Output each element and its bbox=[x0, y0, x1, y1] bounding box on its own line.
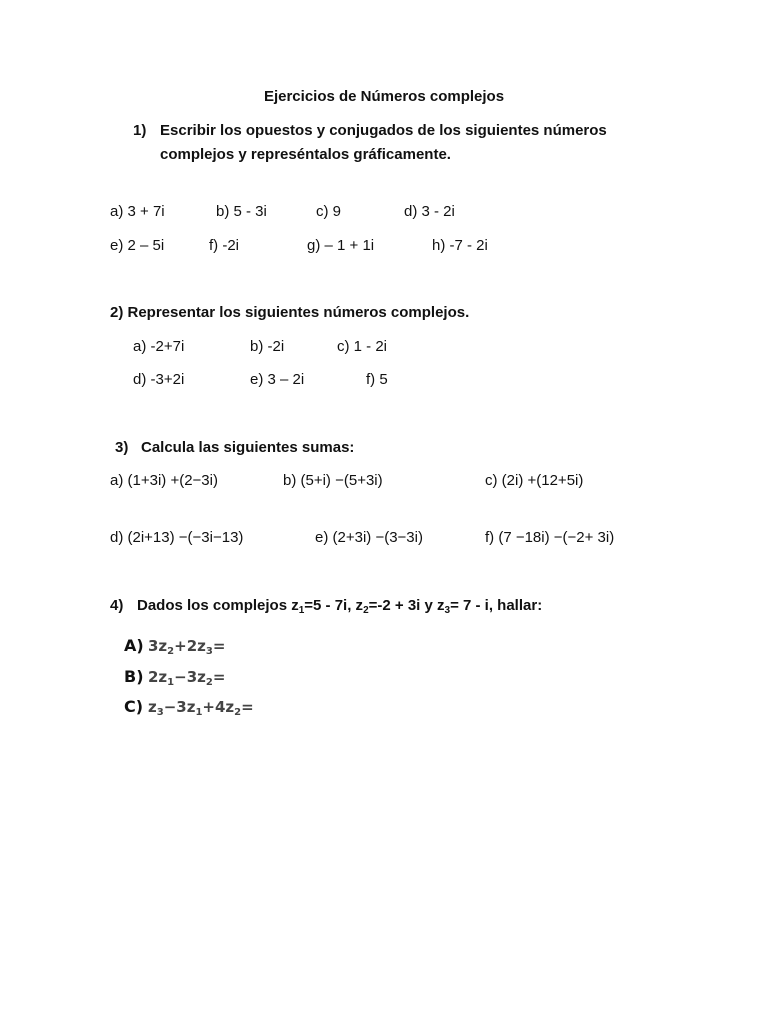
ex3-item-f: f) (7 −18i) −(−2+ 3i) bbox=[485, 529, 615, 546]
ex4-statement: Dados los complejos $z_1=5 - 7i$, $z_2=-2 + 3i$ y $z_3= 7 - i$, hallar: bbox=[137, 597, 543, 616]
ex2-item-d: d) -3+2i bbox=[133, 371, 185, 388]
ex1-instruction-line1: Escribir los opuestos y conjugados de los siguientes números bbox=[160, 122, 607, 139]
ex3-item-a: a) (1+3i) +(2−3i) bbox=[110, 472, 218, 489]
ex3-item-c: c) (2i) +(12+5i) bbox=[485, 472, 584, 489]
ex2-heading: 2) Representar los siguientes números complejos. bbox=[110, 304, 470, 321]
ex1-instruction-line2: complejos y represéntalos gráficamente. bbox=[160, 146, 451, 163]
ex2-item-f: f) 5 bbox=[366, 371, 388, 388]
ex4-part-b bbox=[124, 667, 225, 686]
ex1-item-a: a) 3 + 7i bbox=[110, 203, 165, 220]
ex1-item-h: h) -7 - 2i bbox=[432, 237, 488, 254]
ex4-part-c-label: C) bbox=[124, 697, 144, 716]
ex1-item-g: g) – 1 + 1i bbox=[307, 237, 375, 254]
ex4-number: 4) bbox=[110, 597, 124, 614]
ex4-part-c-expression: $z_3-3z_1+4z_2=$ bbox=[148, 698, 254, 718]
ex3-heading: Calcula las siguientes sumas: bbox=[141, 439, 355, 456]
ex4-part-a bbox=[124, 636, 225, 655]
document-title: Ejercicios de Números complejos bbox=[263, 88, 505, 105]
ex1-item-d: d) 3 - 2i bbox=[404, 203, 455, 220]
ex2-item-b: b) -2i bbox=[250, 338, 285, 355]
ex2-item-c: c) 1 - 2i bbox=[337, 338, 388, 355]
ex3-item-b: b) (5+i) −(5+3i) bbox=[283, 472, 383, 489]
ex2-item-e: e) 3 – 2i bbox=[250, 371, 305, 388]
ex3-number: 3) bbox=[115, 439, 129, 456]
ex4-part-b-label: B) bbox=[124, 667, 144, 686]
ex4-part-b-expression: $2z_1-3z_2=$ bbox=[148, 668, 226, 688]
ex1-item-f: f) -2i bbox=[209, 237, 239, 254]
ex1-number: 1) bbox=[133, 122, 147, 139]
ex1-item-b: b) 5 - 3i bbox=[216, 203, 267, 220]
ex3-item-e: e) (2+3i) −(3−3i) bbox=[315, 529, 423, 546]
ex4-part-c bbox=[124, 697, 254, 716]
ex1-item-c: c) 9 bbox=[316, 203, 342, 220]
ex2-item-a: a) -2+7i bbox=[133, 338, 185, 355]
ex1-item-e: e) 2 – 5i bbox=[110, 237, 165, 254]
ex4-part-a-label: A) bbox=[124, 636, 144, 655]
ex3-item-d: d) (2i+13) −(−3i−13) bbox=[110, 529, 244, 546]
ex4-part-a-expression: $3z_2+2z_3=$ bbox=[148, 637, 226, 657]
